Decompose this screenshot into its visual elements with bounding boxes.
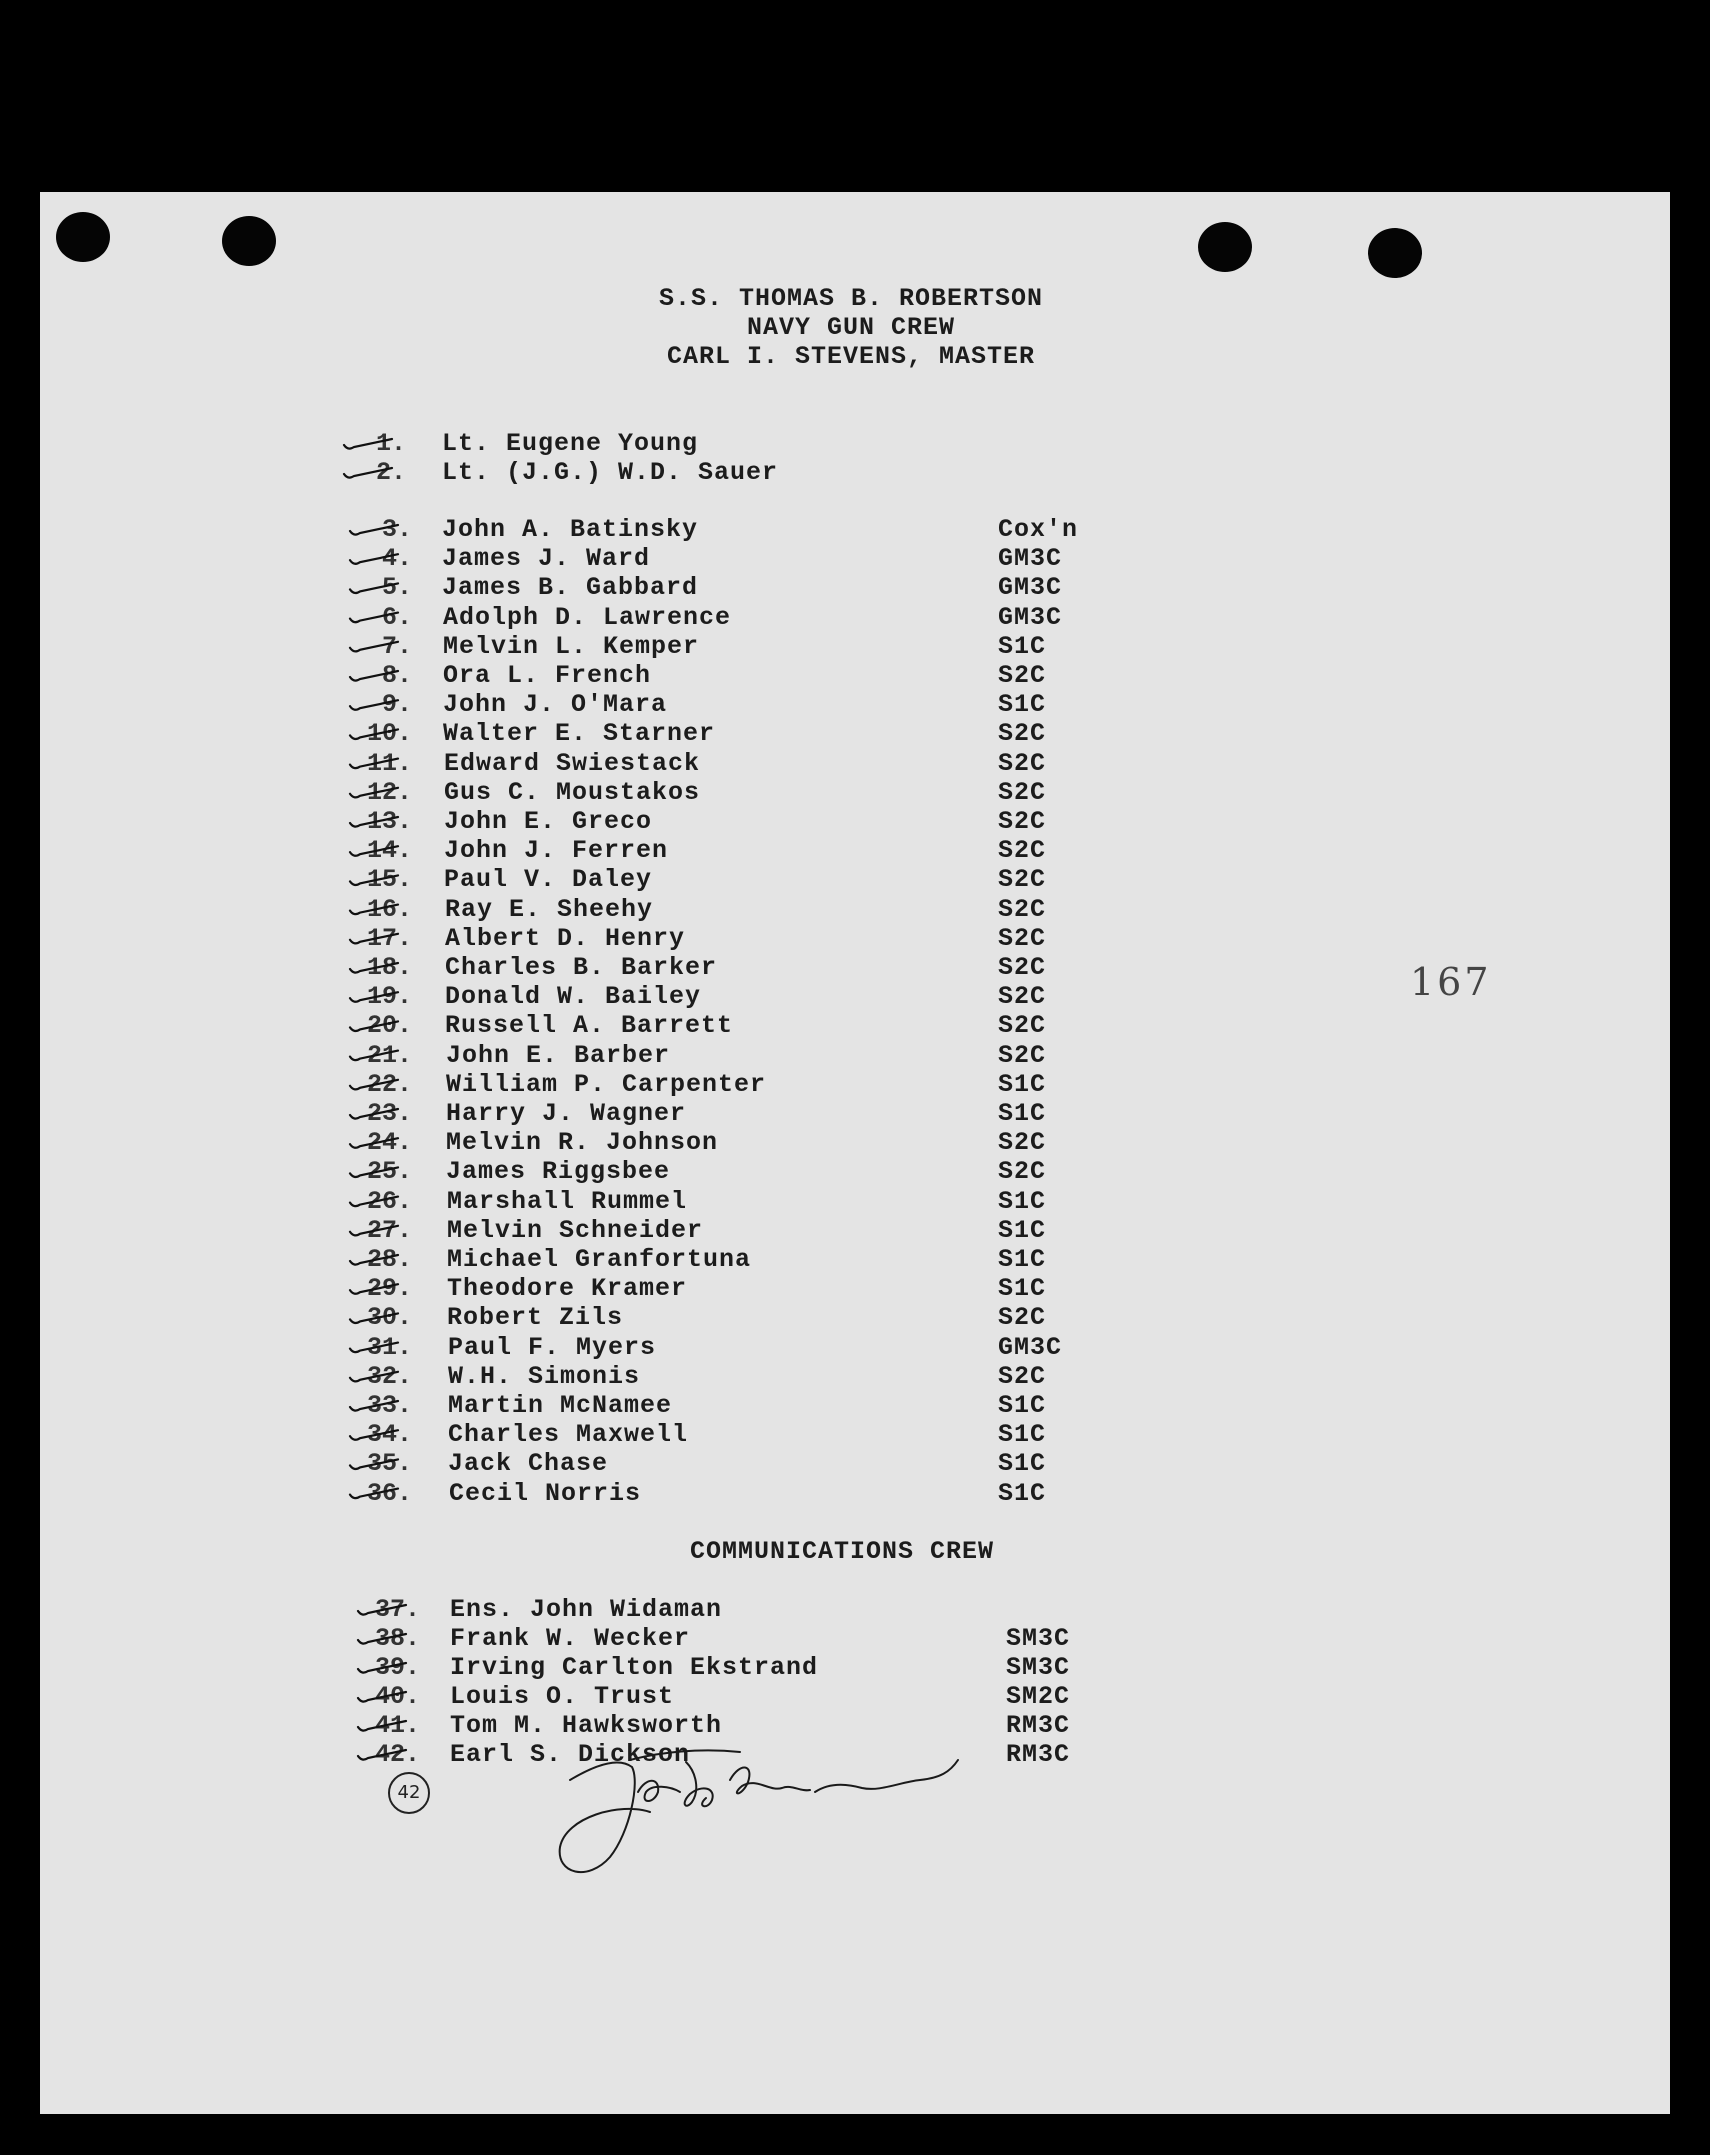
crew-member-rating: S1C bbox=[998, 1069, 1047, 1099]
crew-member-rating: S2C bbox=[998, 777, 1047, 807]
crew-member-name: Michael Granfortuna bbox=[447, 1245, 752, 1274]
crew-member-name: Charles Maxwell bbox=[448, 1420, 689, 1450]
crew-member-name: Charles B. Barker bbox=[445, 953, 718, 982]
crew-member-name: Donald W. Bailey bbox=[445, 982, 702, 1012]
roster-number: 38. bbox=[374, 1624, 420, 1653]
check-mark bbox=[350, 642, 398, 652]
crew-member-name: Edward Swiestack bbox=[444, 748, 701, 778]
crew-member-name: Melvin Schneider bbox=[447, 1215, 704, 1245]
roster-number: 3. bbox=[381, 515, 412, 544]
crew-member-name: Walter E. Starner bbox=[443, 719, 716, 749]
check-mark bbox=[350, 1167, 398, 1177]
check-mark bbox=[358, 1663, 406, 1673]
check-mark bbox=[350, 788, 398, 798]
master-name: CARL I. STEVENS, MASTER bbox=[666, 342, 1036, 371]
crew-member-name: John E. Barber bbox=[446, 1040, 671, 1070]
signature bbox=[560, 1750, 958, 1872]
roster-number: 11. bbox=[366, 748, 412, 778]
roster-number: 19. bbox=[366, 982, 412, 1012]
roster-number: 12. bbox=[366, 777, 412, 807]
check-mark bbox=[350, 1372, 398, 1382]
crew-member-name: Frank W. Wecker bbox=[450, 1624, 691, 1653]
crew-member-rating: S2C bbox=[998, 923, 1047, 953]
crew-member-name: John A. Batinsky bbox=[442, 515, 699, 544]
crew-member-rating: S2C bbox=[998, 748, 1047, 778]
roster-number: 37. bbox=[374, 1595, 420, 1624]
crew-member-name: Marshall Rummel bbox=[447, 1186, 688, 1216]
roster-number: 25. bbox=[366, 1157, 412, 1187]
roster-number: 5. bbox=[381, 573, 412, 603]
crew-member-rating: GM3C bbox=[998, 544, 1063, 574]
crew-member-rating: S2C bbox=[998, 1011, 1047, 1041]
check-mark bbox=[350, 700, 398, 710]
crew-member-rating: S1C bbox=[998, 1186, 1047, 1216]
roster-number: 7. bbox=[381, 631, 412, 661]
crew-member-rating: S1C bbox=[998, 1420, 1047, 1450]
roster-number: 8. bbox=[381, 661, 412, 690]
crew-member-name: Ora L. French bbox=[443, 661, 652, 690]
communications-crew-title: COMMUNICATIONS CREW bbox=[690, 1537, 995, 1566]
crew-member-rating: RM3C bbox=[1006, 1740, 1071, 1769]
roster-number: 2. bbox=[375, 458, 406, 487]
roster-number: 31. bbox=[366, 1332, 412, 1362]
check-mark bbox=[350, 1313, 398, 1323]
crew-member-name: Louis O. Trust bbox=[450, 1682, 675, 1711]
roster-number: 18. bbox=[366, 953, 412, 982]
check-mark bbox=[350, 875, 398, 885]
check-mark bbox=[358, 1750, 406, 1760]
roster-number: 34. bbox=[366, 1420, 412, 1450]
check-mark bbox=[358, 1605, 406, 1615]
roster-number: 35. bbox=[366, 1449, 412, 1479]
circled-count: 42 bbox=[388, 1772, 430, 1814]
crew-member-rating: RM3C bbox=[1006, 1711, 1071, 1740]
checkmarks bbox=[344, 439, 406, 1760]
roster-number: 14. bbox=[366, 836, 412, 866]
crew-member-name: Ray E. Sheehy bbox=[445, 894, 654, 924]
crew-member-rating: S1C bbox=[998, 1391, 1047, 1420]
crew-member-name: Russell A. Barrett bbox=[445, 1011, 734, 1041]
check-mark bbox=[350, 1138, 398, 1148]
crew-member-rating: S1C bbox=[998, 690, 1047, 720]
page-number: 167 bbox=[1410, 960, 1492, 1004]
check-mark bbox=[350, 729, 398, 739]
crew-member-name: Paul V. Daley bbox=[444, 865, 653, 895]
crew-member-name: Irving Carlton Ekstrand bbox=[450, 1653, 819, 1682]
crew-member-name: John E. Greco bbox=[444, 807, 653, 836]
check-mark bbox=[350, 1226, 398, 1236]
check-mark bbox=[358, 1692, 406, 1702]
crew-member-rating: SM2C bbox=[1006, 1682, 1071, 1711]
roster-number: 10. bbox=[366, 719, 412, 749]
crew-member-name: Adolph D. Lawrence bbox=[443, 602, 732, 632]
crew-member-name: John J. O'Mara bbox=[443, 690, 668, 720]
check-mark bbox=[350, 934, 398, 944]
roster-number: 27. bbox=[366, 1215, 412, 1245]
crew-member-rating: S2C bbox=[998, 807, 1047, 836]
crew-member-rating: SM3C bbox=[1006, 1624, 1071, 1653]
roster-number: 42. bbox=[374, 1740, 420, 1769]
roster-number: 24. bbox=[366, 1128, 412, 1158]
check-mark bbox=[350, 1080, 398, 1090]
check-mark bbox=[350, 992, 398, 1002]
check-mark bbox=[350, 1197, 398, 1207]
roster-number: 36. bbox=[366, 1478, 412, 1508]
crew-member-name: W.H. Simonis bbox=[448, 1361, 641, 1391]
crew-member-name: Melvin L. Kemper bbox=[443, 631, 700, 661]
roster-number: 17. bbox=[366, 923, 412, 953]
check-mark bbox=[350, 1401, 398, 1411]
crew-member-rating: Cox'n bbox=[998, 515, 1079, 544]
crew-member-rating: S2C bbox=[998, 1303, 1047, 1333]
crew-member-rating: S1C bbox=[998, 1478, 1047, 1508]
crew-member-rating: SM3C bbox=[1006, 1653, 1071, 1682]
crew-member-name: Cecil Norris bbox=[449, 1478, 642, 1508]
crew-member-rating: S2C bbox=[998, 1040, 1047, 1070]
crew-member-rating: S2C bbox=[998, 953, 1047, 982]
roster-number: 29. bbox=[366, 1274, 412, 1304]
crew-member-rating: GM3C bbox=[998, 1332, 1063, 1362]
check-mark bbox=[350, 905, 398, 915]
roster-number: 1. bbox=[375, 429, 406, 458]
crew-member-name: Robert Zils bbox=[447, 1303, 624, 1333]
roster-number: 6. bbox=[381, 602, 412, 632]
crew-member-name: Martin McNamee bbox=[448, 1391, 673, 1420]
roster-number: 16. bbox=[366, 894, 412, 924]
crew-member-name: Paul F. Myers bbox=[448, 1332, 657, 1362]
crew-member-rating: GM3C bbox=[998, 573, 1063, 603]
crew-member-rating: S2C bbox=[998, 661, 1047, 690]
crew-member-name: James B. Gabbard bbox=[442, 573, 699, 603]
crew-member-name: Lt. (J.G.) W.D. Sauer bbox=[442, 458, 779, 487]
check-mark bbox=[350, 1459, 398, 1469]
roster-number: 13. bbox=[366, 807, 412, 836]
crew-member-rating: S1C bbox=[998, 1215, 1047, 1245]
crew-member-rating: S2C bbox=[998, 1361, 1047, 1391]
roster-number: 28. bbox=[366, 1245, 412, 1274]
crew-member-name: Lt. Eugene Young bbox=[442, 429, 699, 458]
check-mark bbox=[350, 963, 398, 973]
roster-number: 32. bbox=[366, 1361, 412, 1391]
roster-number: 30. bbox=[366, 1303, 412, 1333]
crew-member-name: Theodore Kramer bbox=[447, 1274, 688, 1304]
crew-member-name: William P. Carpenter bbox=[446, 1069, 767, 1099]
crew-member-name: Gus C. Moustakos bbox=[444, 777, 701, 807]
ship-name: S.S. THOMAS B. ROBERTSON bbox=[658, 284, 1044, 313]
check-mark bbox=[350, 846, 398, 856]
crew-member-rating: S1C bbox=[998, 631, 1047, 661]
crew-member-rating: S1C bbox=[998, 1274, 1047, 1304]
crew-member-name: Ens. John Widaman bbox=[450, 1595, 723, 1624]
check-mark bbox=[350, 525, 398, 535]
roster-number: 39. bbox=[374, 1653, 420, 1682]
roster-number: 4. bbox=[381, 544, 412, 574]
check-mark bbox=[344, 439, 392, 449]
check-mark bbox=[350, 1051, 398, 1061]
check-mark bbox=[358, 1721, 406, 1731]
check-mark bbox=[350, 583, 398, 593]
roster-number: 20. bbox=[366, 1011, 412, 1041]
crew-member-rating: GM3C bbox=[998, 602, 1063, 632]
check-mark bbox=[350, 1343, 398, 1353]
check-mark bbox=[350, 817, 398, 827]
check-mark bbox=[358, 1634, 406, 1644]
roster-number: 33. bbox=[366, 1391, 412, 1420]
check-mark bbox=[350, 1255, 398, 1265]
crew-member-rating: S1C bbox=[998, 1245, 1047, 1274]
crew-member-rating: S2C bbox=[998, 719, 1047, 749]
roster-number: 26. bbox=[366, 1186, 412, 1216]
crew-member-name: Melvin R. Johnson bbox=[446, 1128, 719, 1158]
crew-member-rating: S2C bbox=[998, 1157, 1047, 1187]
crew-member-name: Albert D. Henry bbox=[445, 923, 686, 953]
crew-member-rating: S2C bbox=[998, 894, 1047, 924]
check-mark bbox=[350, 671, 398, 681]
crew-member-rating: S2C bbox=[998, 1128, 1047, 1158]
crew-member-name: John J. Ferren bbox=[444, 836, 669, 866]
roster-number: 41. bbox=[374, 1711, 420, 1740]
roster-number: 15. bbox=[366, 865, 412, 895]
crew-member-name: Jack Chase bbox=[448, 1449, 609, 1479]
crew-member-rating: S1C bbox=[998, 1449, 1047, 1479]
check-mark bbox=[350, 759, 398, 769]
roster-number: 9. bbox=[381, 690, 412, 720]
crew-member-name: James J. Ward bbox=[442, 544, 651, 574]
crew-member-name: Tom M. Hawksworth bbox=[450, 1711, 723, 1740]
check-mark bbox=[350, 1109, 398, 1119]
check-mark bbox=[350, 1284, 398, 1294]
check-mark bbox=[350, 1430, 398, 1440]
crew-member-rating: S2C bbox=[998, 865, 1047, 895]
crew-title: NAVY GUN CREW bbox=[746, 313, 956, 342]
crew-member-rating: S2C bbox=[998, 982, 1047, 1012]
crew-member-rating: S1C bbox=[998, 1099, 1047, 1128]
check-mark bbox=[344, 468, 392, 478]
check-mark bbox=[350, 613, 398, 623]
check-mark bbox=[350, 554, 398, 564]
crew-member-name: James Riggsbee bbox=[446, 1157, 671, 1187]
check-mark bbox=[350, 1021, 398, 1031]
crew-member-rating: S2C bbox=[998, 836, 1047, 866]
roster-number: 23. bbox=[366, 1099, 412, 1128]
roster-number: 40. bbox=[374, 1682, 420, 1711]
handwritten-marks bbox=[40, 192, 1670, 2114]
crew-member-name: Earl S. Dickson bbox=[450, 1740, 691, 1769]
roster-number: 21. bbox=[366, 1040, 412, 1070]
crew-member-name: Harry J. Wagner bbox=[446, 1099, 687, 1128]
document-page bbox=[40, 192, 1670, 2114]
roster-number: 22. bbox=[366, 1069, 412, 1099]
check-mark bbox=[350, 1489, 398, 1499]
